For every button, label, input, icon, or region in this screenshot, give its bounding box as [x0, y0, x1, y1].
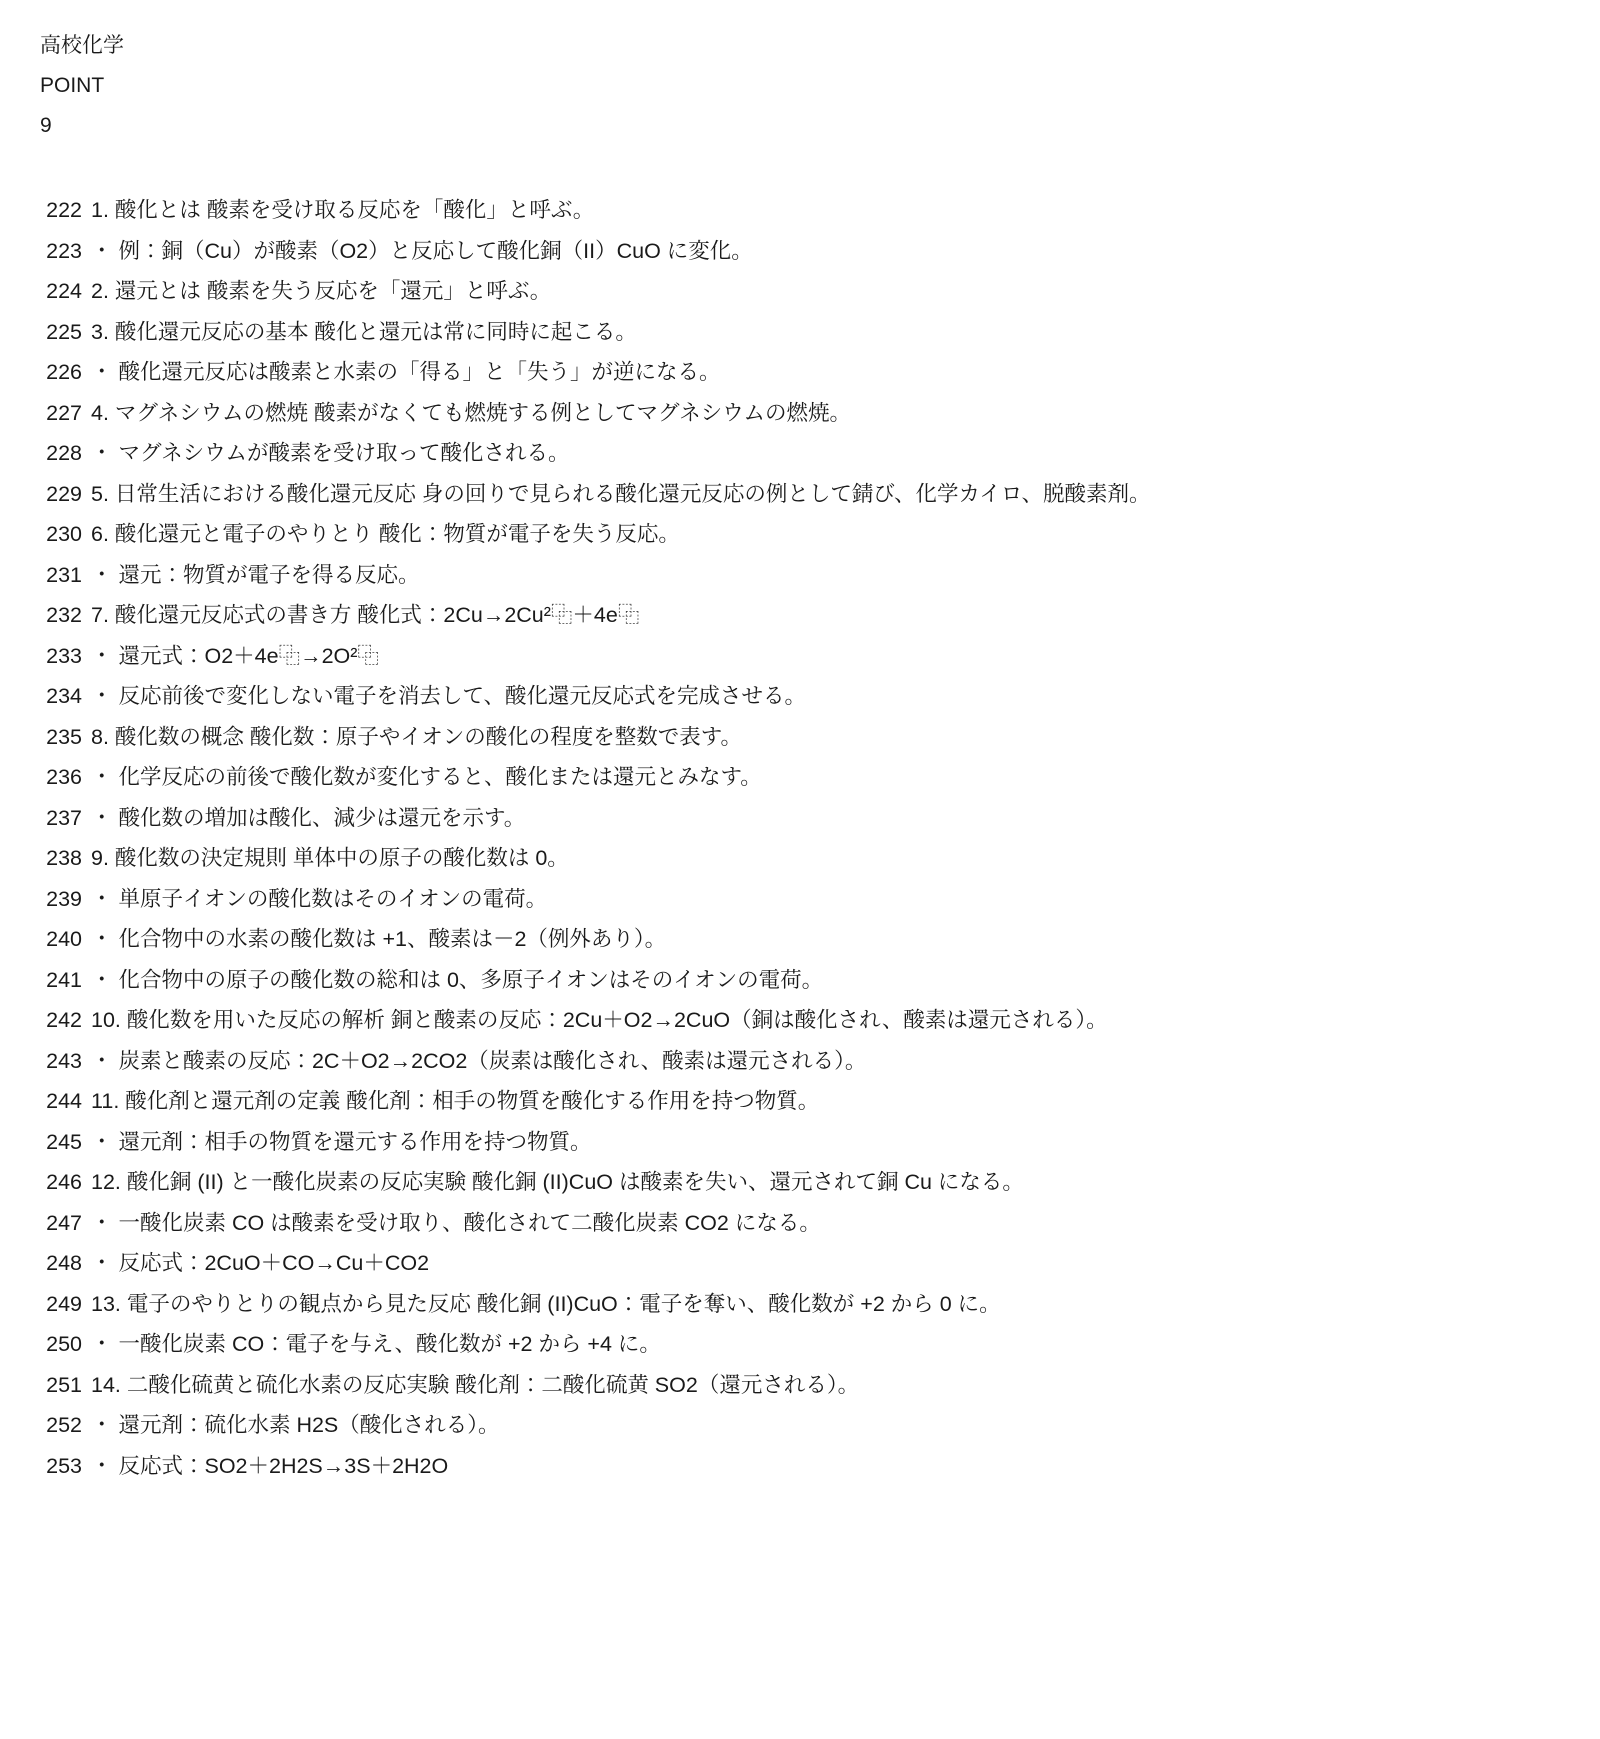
line-text: ・ 例：銅（Cu）が酸素（O2）と反応して酸化銅（II）CuO に変化。 [91, 238, 753, 263]
line-number: 239 [46, 886, 82, 911]
list-item [40, 636, 1556, 677]
list-item [40, 555, 1556, 596]
line-number: 229 [46, 481, 82, 506]
line-number: 250 [46, 1332, 82, 1356]
line-number: 241 [46, 967, 82, 992]
line-text: ・ 化合物中の原子の酸化数の総和は 0、多原子イオンはそのイオンの電荷。 [91, 967, 824, 992]
document-title: 高校化学 [40, 34, 124, 57]
document-subtitle: POINT [40, 74, 105, 97]
line-text: 1. 酸化とは 酸素を受け取る反応を「酸化」と呼ぶ。 [91, 198, 595, 222]
line-text: ・ 酸化数の増加は酸化、減少は還元を示す。 [91, 805, 526, 830]
line-text: 9. 酸化数の決定規則 単体中の原子の酸化数は 0。 [91, 846, 569, 870]
list-item [40, 1081, 1556, 1122]
list-item [40, 352, 1556, 393]
line-text: 12. 酸化銅 (II) と一酸化炭素の反応実験 酸化銅 (II)CuO は酸素を失い、還元されて銅 Cu になる。 [91, 1170, 1024, 1194]
list-item [40, 1162, 1556, 1203]
line-text: 11. 酸化剤と還元剤の定義 酸化剤：相手の物質を酸化する作用を持つ物質。 [91, 1089, 820, 1113]
line-number: 228 [46, 441, 82, 465]
line-text: 8. 酸化数の概念 酸化数：原子やイオンの酸化の程度を整数で表す。 [91, 724, 743, 749]
line-text: ・ 炭素と酸素の反応：2C＋O2→2CO2（炭素は酸化され、酸素は還元される）。 [91, 1048, 867, 1073]
line-number: 235 [46, 724, 82, 749]
list-item [40, 1243, 1556, 1284]
line-number: 222 [46, 198, 82, 222]
line-text: ・ 単原子イオンの酸化数はそのイオンの電荷。 [91, 886, 548, 911]
line-text: 6. 酸化還元と電子のやりとり 酸化：物質が電子を失う反応。 [91, 522, 680, 546]
list-item [40, 1203, 1556, 1244]
list-item [40, 393, 1556, 434]
line-number: 234 [46, 684, 82, 708]
line-text: 2. 還元とは 酸素を失う反応を「還元」と呼ぶ。 [91, 279, 552, 303]
list-item [40, 1365, 1556, 1406]
line-text: ・ 化学反応の前後で酸化数が変化すると、酸化または還元とみなす。 [91, 765, 762, 789]
list-item [40, 879, 1556, 920]
line-number: 230 [46, 522, 82, 546]
line-text: ・ 反応前後で変化しない電子を消去して、酸化還元反応式を完成させる。 [91, 684, 807, 708]
line-text: 13. 電子のやりとりの観点から見た反応 酸化銅 (II)CuO：電子を奪い、酸化数が +2 から 0 に。 [91, 1291, 1001, 1316]
list-item [40, 919, 1556, 960]
list-item [40, 838, 1556, 879]
line-text: ・ 一酸化炭素 CO は酸素を受け取り、酸化されて二酸化炭素 CO2 になる。 [91, 1210, 821, 1235]
list-item [40, 676, 1556, 717]
list-item [40, 1041, 1556, 1082]
line-number: 226 [46, 360, 82, 384]
line-number: 237 [46, 805, 82, 830]
list-item [40, 1446, 1556, 1487]
line-number: 240 [46, 927, 82, 951]
numbered-line-list [40, 190, 1556, 1486]
list-item [40, 1284, 1556, 1325]
line-text: ・ 反応式：SO2＋2H2S→3S＋2H2O [91, 1453, 449, 1478]
line-text: ・ 化合物中の水素の酸化数は +1、酸素は－2（例外あり）。 [91, 927, 667, 951]
line-number: 224 [46, 279, 82, 303]
line-text: ・ 酸化還元反応は酸素と水素の「得る」と「失う」が逆になる。 [91, 360, 721, 384]
list-item [40, 1324, 1556, 1365]
line-text: ・ 還元剤：相手の物質を還元する作用を持つ物質。 [91, 1129, 592, 1154]
line-text: 10. 酸化数を用いた反応の解析 銅と酸素の反応：2Cu＋O2→2CuO（銅は酸化され、酸素は還元される）。 [91, 1008, 1108, 1032]
list-item [40, 231, 1556, 272]
line-number: 243 [46, 1048, 82, 1073]
list-item [40, 798, 1556, 839]
line-number: 249 [46, 1291, 82, 1316]
line-text: ・ 還元剤：硫化水素 H2S（酸化される）。 [91, 1413, 500, 1437]
line-number: 246 [46, 1170, 82, 1194]
list-item [40, 960, 1556, 1001]
line-number: 245 [46, 1129, 82, 1154]
list-item [40, 1000, 1556, 1041]
list-item [40, 433, 1556, 474]
line-number: 238 [46, 846, 82, 870]
line-text: ・ マグネシウムが酸素を受け取って酸化される。 [91, 441, 570, 465]
line-number: 251 [46, 1372, 82, 1397]
line-text: 4. マグネシウムの燃焼 酸素がなくても燃焼する例としてマグネシウムの燃焼。 [91, 400, 852, 425]
line-number: 248 [46, 1251, 82, 1275]
document-page-number: 9 [40, 114, 52, 137]
line-number: 242 [46, 1008, 82, 1032]
line-number: 231 [46, 562, 82, 587]
list-item [40, 190, 1556, 231]
line-text: ・ 還元：物質が電子を得る反応。 [91, 562, 420, 587]
list-item [40, 514, 1556, 555]
list-item [40, 474, 1556, 515]
list-item [40, 1122, 1556, 1163]
line-number: 247 [46, 1210, 82, 1235]
line-text: 14. 二酸化硫黄と硫化水素の反応実験 酸化剤：二酸化硫黄 SO2（還元される）。 [91, 1372, 860, 1397]
list-item [40, 717, 1556, 758]
line-number: 232 [46, 603, 82, 627]
line-text: ・ 一酸化炭素 CO：電子を与え、酸化数が +2 から +4 に。 [91, 1332, 661, 1356]
line-number: 253 [46, 1453, 82, 1478]
line-number: 233 [46, 643, 82, 668]
document-header [40, 26, 1556, 146]
line-number: 227 [46, 400, 82, 425]
line-text: 7. 酸化還元反応式の書き方 酸化式：2Cu→2Cu²⿻＋4e⿻ [91, 603, 640, 627]
line-number: 223 [46, 238, 82, 263]
list-item [40, 312, 1556, 353]
line-number: 244 [46, 1089, 82, 1113]
line-number: 225 [46, 319, 82, 344]
list-item [40, 757, 1556, 798]
line-text: 5. 日常生活における酸化還元反応 身の回りで見られる酸化還元反応の例として錆び、化学カイロ、脱酸素剤。 [91, 481, 1151, 506]
line-text: ・ 反応式：2CuO＋CO→Cu＋CO2 [91, 1251, 430, 1275]
line-text: 3. 酸化還元反応の基本 酸化と還元は常に同時に起こる。 [91, 319, 637, 344]
line-number: 252 [46, 1413, 82, 1437]
line-text: ・ 還元式：O2＋4e⿻→2O²⿻ [91, 643, 379, 668]
list-item [40, 271, 1556, 312]
line-number: 236 [46, 765, 82, 789]
list-item [40, 1405, 1556, 1446]
list-item [40, 595, 1556, 636]
